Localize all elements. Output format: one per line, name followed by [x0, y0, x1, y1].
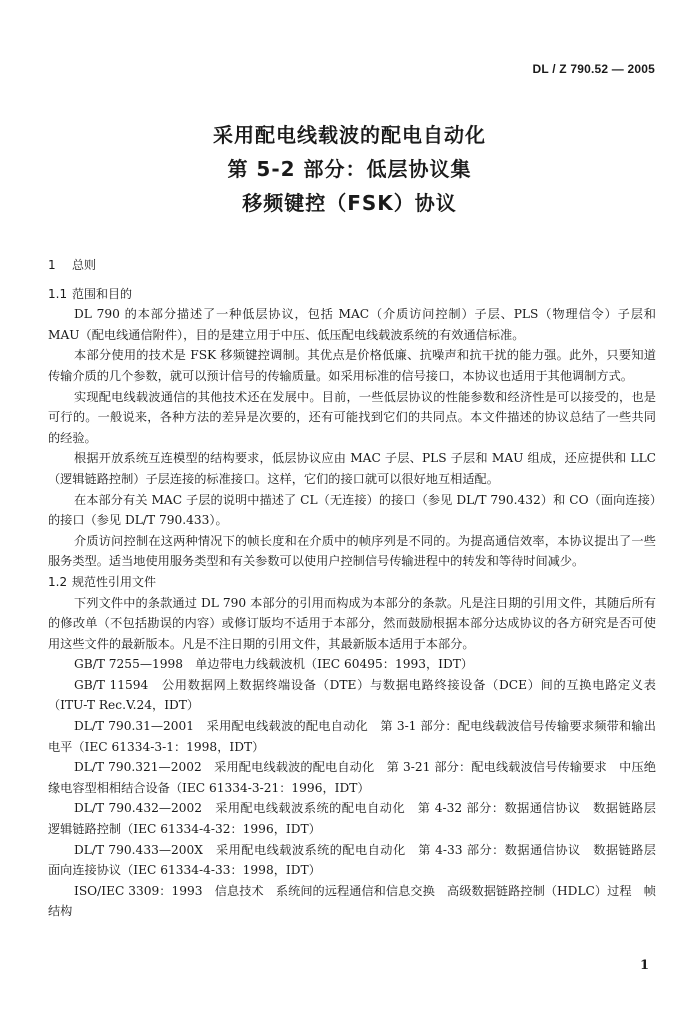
paragraph: 实现配电线载波通信的其他技术还在发展中。目前，一些低层协议的性能参数和经济性是可以接受的，也是可行的。一般说来，各种方法的差异是次要的，还有可能找到它们的共同点。本文件描述的协议总结了一些共同的经验。 [48, 389, 656, 445]
document-code: DL / Z 790.52 — 2005 [532, 62, 655, 76]
section-title: 规范性引用文件 [72, 574, 157, 589]
document-body [48, 255, 669, 922]
title-line-3: 移频键控（FSK）协议 [242, 191, 457, 215]
reference-item: GB/T 11594 公用数据网上数据终端设备（DTE）与数据电路终接设备（DCE）间的互换电路定义表（ITU-T Rec.V.24，IDT） [48, 677, 656, 713]
title-block [0, 118, 699, 220]
paragraph: DL 790 的本部分描述了一种低层协议，包括 MAC（介质访问控制）子层、PLS（物理信令）子层和 MAU（配电线通信附件），目的是建立用于中压、低压配电线载波系统的有效通信标准。 [48, 307, 656, 342]
title-line-1: 采用配电线载波的配电自动化 [213, 123, 486, 147]
section-number: 1 [48, 258, 56, 272]
reference-item: DL/T 790.432—2002 采用配电线载波系统的配电自动化 第 4-32 部分：数据通信协议 数据链路层 逻辑链路控制（IEC 61334-4-32：1996，IDT） [48, 801, 669, 837]
title-line-2: 第 5-2 部分：低层协议集 [227, 157, 472, 181]
paragraph: 介质访问控制在这两种情况下的帧长度和在介质中的帧序列是不同的。为提高通信效率，本协议提出了一些服务类型。适当地使用服务类型和有关参数可以使用户控制信号传输进程中的转发和等待时间减少。 [48, 533, 656, 569]
reference-item: DL/T 790.31—2001 采用配电线载波的配电自动化 第 3-1 部分：配电线载波信号传输要求频带和输出电平（IEC 61334-3-1：1998，IDT） [48, 719, 656, 754]
reference-item: DL/T 790.433—200X 采用配电线载波系统的配电自动化 第 4-33 部分：数据通信协议 数据链路层 面向连接协议（IEC 61334-4-33：1998，IDT） [48, 842, 669, 878]
section-heading-1 [48, 255, 656, 276]
section-title: 范围和目的 [72, 286, 133, 301]
reference-item: ISO/IEC 3309：1993 信息技术 系统间的远程通信和信息交换 高级数据链路控制（HDLC）过程 帧结构 [48, 883, 656, 919]
paragraph: 本部分使用的技术是 FSK 移频键控调制。其优点是价格低廉、抗噪声和抗干扰的能力强。此外，只要知道传输介质的几个参数，就可以预计信号的传输质量。如采用标准的信号接口，本协议也适用于其他调制方式。 [48, 348, 656, 383]
section-heading-1-2 [48, 572, 656, 593]
page-number: 1 [639, 958, 649, 973]
paragraph: 根据开放系统互连模型的结构要求，低层协议应由 MAC 子层、PLS 子层和 MAU 组成，还应提供和 LLC（逻辑链路控制）子层连接的标准接口。这样，它们的接口就可以很好地互相适配。 [48, 451, 656, 486]
paragraph: 在本部分有关 MAC 子层的说明中描述了 CL（无连接）的接口（参见 DL/T 790.432）和 CO（面向连接）的接口（参见 DL/T 790.433）。 [48, 492, 656, 528]
section-heading-1-1 [48, 284, 656, 305]
section-number: 1.1 [48, 286, 68, 301]
section-title: 总则 [72, 258, 97, 272]
reference-item: DL/T 790.321—2002 采用配电线载波的配电自动化 第 3-21 部分：配电线载波信号传输要求 中压绝缘电容型相相结合设备（IEC 61334-3-21：1996，IDT） [48, 760, 656, 795]
section-number: 1.2 [48, 574, 68, 589]
reference-item: GB/T 7255—1998 单边带电力线载波机（IEC 60495：1993，IDT） [74, 657, 474, 672]
paragraph: 下列文件中的条款通过 DL 790 本部分的引用而构成为本部分的条款。凡是注日期的引用文件，其随后所有的修改单（不包括勘误的内容）或修订版均不适用于本部分，然而鼓励根据本部分达成协议的各方研究是否可使用这些文件的最新版本。凡是不注日期的引用文件，其最新版本适用于本部分。 [48, 595, 656, 651]
